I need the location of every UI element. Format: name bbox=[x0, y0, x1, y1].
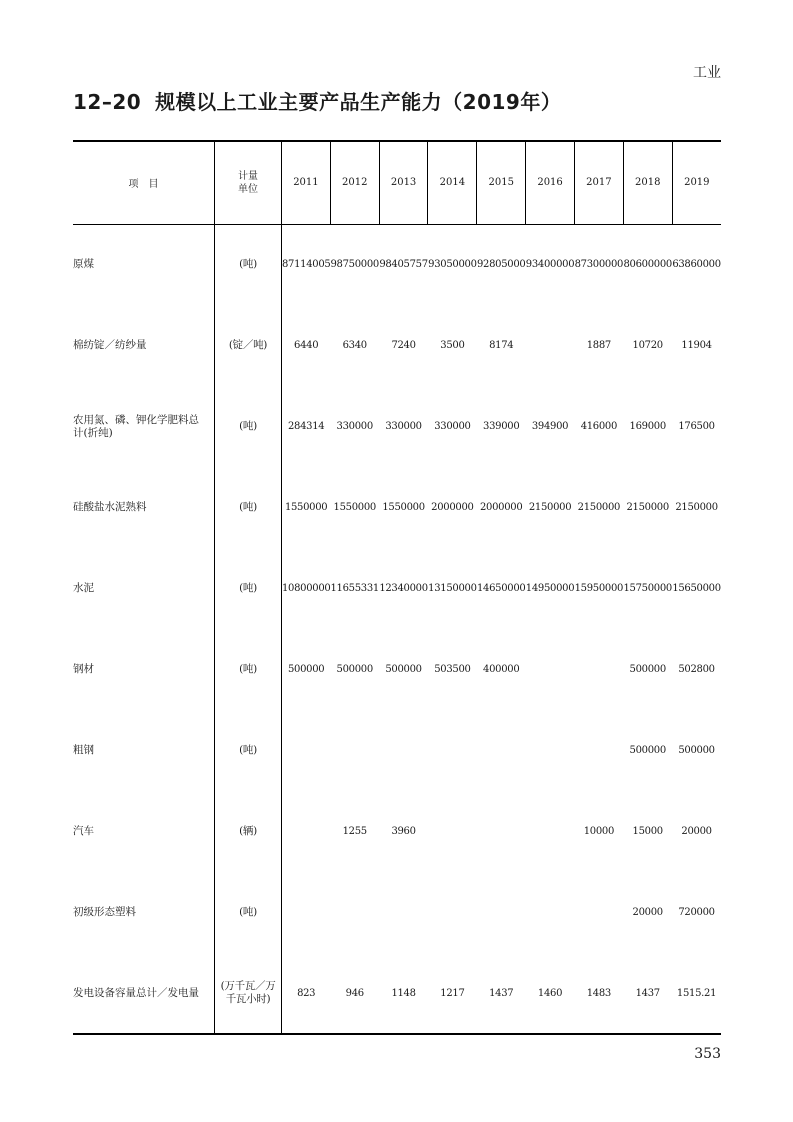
table-row bbox=[73, 548, 721, 629]
row-value-2013: 98405757 bbox=[379, 259, 428, 271]
row-value-2014: 2000000 bbox=[431, 502, 474, 513]
row-value-2011: 823 bbox=[282, 953, 331, 1034]
row-value-2019: 720000 bbox=[678, 907, 715, 918]
row-value-2012 bbox=[330, 872, 379, 953]
row-value-2016: 93400000 bbox=[525, 259, 575, 271]
row-value-2011 bbox=[282, 710, 331, 791]
row-value-2012: 1255 bbox=[342, 826, 367, 837]
row-value-2016 bbox=[526, 305, 575, 386]
row-value-2017 bbox=[574, 872, 623, 953]
row-unit: (吨) bbox=[215, 224, 282, 305]
row-value-2018: 1437 bbox=[623, 953, 672, 1034]
row-value-2012: 1550000 bbox=[333, 502, 376, 513]
row-value-2013: 330000 bbox=[385, 421, 422, 432]
row-value-2012: 98750000 bbox=[330, 259, 379, 271]
row-item-name: 棉纺锭／纺纱量 bbox=[73, 339, 147, 351]
row-value-2017: 15950000 bbox=[574, 583, 624, 594]
row-value-2011 bbox=[282, 872, 331, 953]
row-value-2013: 1550000 bbox=[382, 502, 425, 513]
row-value-2015 bbox=[477, 872, 526, 953]
row-value-2011: 6440 bbox=[294, 340, 319, 351]
row-value-2015: 92805000 bbox=[476, 259, 526, 271]
header-unit-label: 计量 单位 bbox=[238, 170, 258, 195]
row-value-2015: 400000 bbox=[483, 664, 520, 675]
row-value-2013 bbox=[379, 710, 428, 791]
table-row bbox=[73, 710, 721, 791]
row-item-name: 原煤 bbox=[73, 258, 94, 271]
row-value-2015 bbox=[477, 710, 526, 791]
row-value-2018: 500000 bbox=[629, 664, 666, 675]
row-value-2018: 15750000 bbox=[623, 583, 672, 594]
row-value-2018: 15000 bbox=[632, 826, 663, 837]
row-unit: (辆) bbox=[215, 791, 282, 872]
row-value-2016: 2150000 bbox=[528, 502, 572, 513]
row-value-2011: 500000 bbox=[287, 664, 325, 675]
row-value-2016 bbox=[526, 629, 575, 710]
row-value-2018: 10720 bbox=[632, 340, 663, 351]
header-unit bbox=[215, 141, 282, 224]
row-value-2013: 500000 bbox=[385, 664, 422, 675]
row-unit: (吨) bbox=[215, 710, 282, 791]
row-item-name: 粗钢 bbox=[73, 744, 94, 756]
table-row bbox=[73, 791, 721, 872]
row-value-2017: 10000 bbox=[583, 826, 615, 837]
row-unit: (吨) bbox=[215, 386, 282, 467]
row-value-2016 bbox=[526, 872, 575, 953]
row-value-2019: 2150000 bbox=[675, 502, 718, 513]
header-year: 2013 bbox=[379, 141, 428, 224]
header-year: 2019 bbox=[672, 141, 721, 224]
row-value-2017: 1483 bbox=[574, 953, 623, 1034]
row-value-2016 bbox=[526, 791, 575, 872]
row-value-2012: 6340 bbox=[342, 340, 367, 351]
row-value-2017: 2150000 bbox=[577, 502, 621, 513]
table-row bbox=[73, 629, 721, 710]
row-value-2019: 176500 bbox=[678, 421, 715, 432]
row-unit: (吨) bbox=[215, 548, 282, 629]
row-value-2014: 93050000 bbox=[428, 259, 477, 271]
table-row bbox=[73, 224, 721, 305]
row-value-2011: 87114005 bbox=[282, 259, 331, 271]
row-value-2015: 8174 bbox=[489, 340, 514, 351]
row-value-2016: 1460 bbox=[526, 953, 575, 1034]
row-value-2011 bbox=[282, 791, 331, 872]
row-value-2016 bbox=[526, 710, 575, 791]
row-item-name: 初级形态塑料 bbox=[73, 906, 136, 918]
row-value-2014: 3500 bbox=[440, 340, 465, 351]
row-value-2014: 1217 bbox=[428, 953, 477, 1034]
row-item-name: 发电设备容量总计／发电量 bbox=[73, 953, 215, 1034]
row-value-2014: 503500 bbox=[434, 664, 471, 675]
row-value-2018: 500000 bbox=[629, 745, 666, 756]
row-value-2013: 1148 bbox=[379, 953, 428, 1034]
row-unit: (吨) bbox=[215, 629, 282, 710]
row-value-2015 bbox=[477, 791, 526, 872]
row-value-2019: 20000 bbox=[681, 826, 712, 837]
row-value-2013: 7240 bbox=[391, 340, 416, 351]
table-row bbox=[73, 953, 721, 1034]
table-title bbox=[73, 86, 561, 115]
row-item-name: 钢材 bbox=[73, 663, 94, 675]
row-value-2018: 20000 bbox=[632, 907, 663, 918]
row-unit: (锭／吨) bbox=[215, 305, 282, 386]
row-value-2017: 87300000 bbox=[574, 259, 624, 271]
row-value-2014 bbox=[428, 791, 477, 872]
row-value-2016: 394900 bbox=[531, 421, 569, 432]
row-value-2013: 12340000 bbox=[379, 583, 428, 594]
row-value-2012 bbox=[330, 710, 379, 791]
row-value-2018: 2150000 bbox=[626, 502, 669, 513]
row-value-2019: 63860000 bbox=[672, 259, 721, 271]
row-item-name: 硅酸盐水泥熟料 bbox=[73, 501, 147, 513]
page-number: 353 bbox=[694, 1046, 721, 1062]
header-year: 2017 bbox=[574, 141, 623, 224]
table-number: 12–20 bbox=[73, 90, 142, 114]
header-year: 2012 bbox=[330, 141, 379, 224]
header-year: 2011 bbox=[282, 141, 331, 224]
row-value-2014: 13150000 bbox=[428, 583, 477, 594]
header-year: 2014 bbox=[428, 141, 477, 224]
table-row bbox=[73, 467, 721, 548]
row-value-2011: 10800000 bbox=[282, 583, 331, 594]
row-value-2016: 14950000 bbox=[525, 583, 575, 594]
row-value-2018: 169000 bbox=[629, 421, 666, 432]
row-value-2013: 3960 bbox=[391, 826, 416, 837]
row-value-2015: 339000 bbox=[483, 421, 520, 432]
row-value-2013 bbox=[379, 872, 428, 953]
header-year: 2015 bbox=[477, 141, 526, 224]
table-header-row bbox=[73, 141, 721, 224]
row-value-2012: 946 bbox=[330, 953, 379, 1034]
row-value-2017 bbox=[574, 710, 623, 791]
row-value-2019: 502800 bbox=[678, 664, 715, 675]
row-value-2015: 1437 bbox=[477, 953, 526, 1034]
table-row bbox=[73, 872, 721, 953]
row-value-2012: 500000 bbox=[336, 664, 373, 675]
production-capacity-table bbox=[73, 140, 721, 1035]
header-year: 2016 bbox=[526, 141, 575, 224]
row-value-2014 bbox=[428, 872, 477, 953]
table-body bbox=[73, 224, 721, 1034]
row-value-2012: 11655331 bbox=[330, 583, 379, 594]
row-item-name: 农用氮、磷、钾化学肥料总计(折纯) bbox=[73, 413, 199, 439]
row-value-2011: 1550000 bbox=[284, 502, 328, 513]
row-value-2012: 330000 bbox=[336, 421, 373, 432]
row-value-2017: 1887 bbox=[586, 340, 611, 351]
header-item: 项 目 bbox=[73, 141, 215, 224]
table-row bbox=[73, 386, 721, 467]
table-title-text: 规模以上工业主要产品生产能力（2019年） bbox=[155, 90, 562, 114]
row-unit: (万千瓦／万千瓦小时) bbox=[215, 953, 282, 1034]
row-item-name: 汽车 bbox=[73, 825, 94, 837]
data-table-container bbox=[73, 140, 721, 1035]
row-value-2011: 284314 bbox=[287, 421, 325, 432]
row-value-2019: 500000 bbox=[678, 745, 715, 756]
row-value-2019: 11904 bbox=[681, 340, 712, 351]
header-year: 2018 bbox=[623, 141, 672, 224]
row-value-2018: 80600000 bbox=[623, 259, 672, 271]
row-value-2019: 15650000 bbox=[672, 583, 721, 594]
section-label: 工业 bbox=[693, 65, 721, 81]
row-unit: (吨) bbox=[215, 467, 282, 548]
table-row bbox=[73, 305, 721, 386]
row-unit: (吨) bbox=[215, 872, 282, 953]
row-value-2015: 14650000 bbox=[476, 583, 526, 594]
row-value-2017: 416000 bbox=[580, 421, 618, 432]
row-value-2019: 1515.21 bbox=[672, 953, 721, 1034]
row-value-2017 bbox=[574, 629, 623, 710]
row-value-2014 bbox=[428, 710, 477, 791]
row-item-name: 水泥 bbox=[73, 582, 94, 594]
row-value-2015: 2000000 bbox=[480, 502, 523, 513]
row-value-2014: 330000 bbox=[434, 421, 471, 432]
